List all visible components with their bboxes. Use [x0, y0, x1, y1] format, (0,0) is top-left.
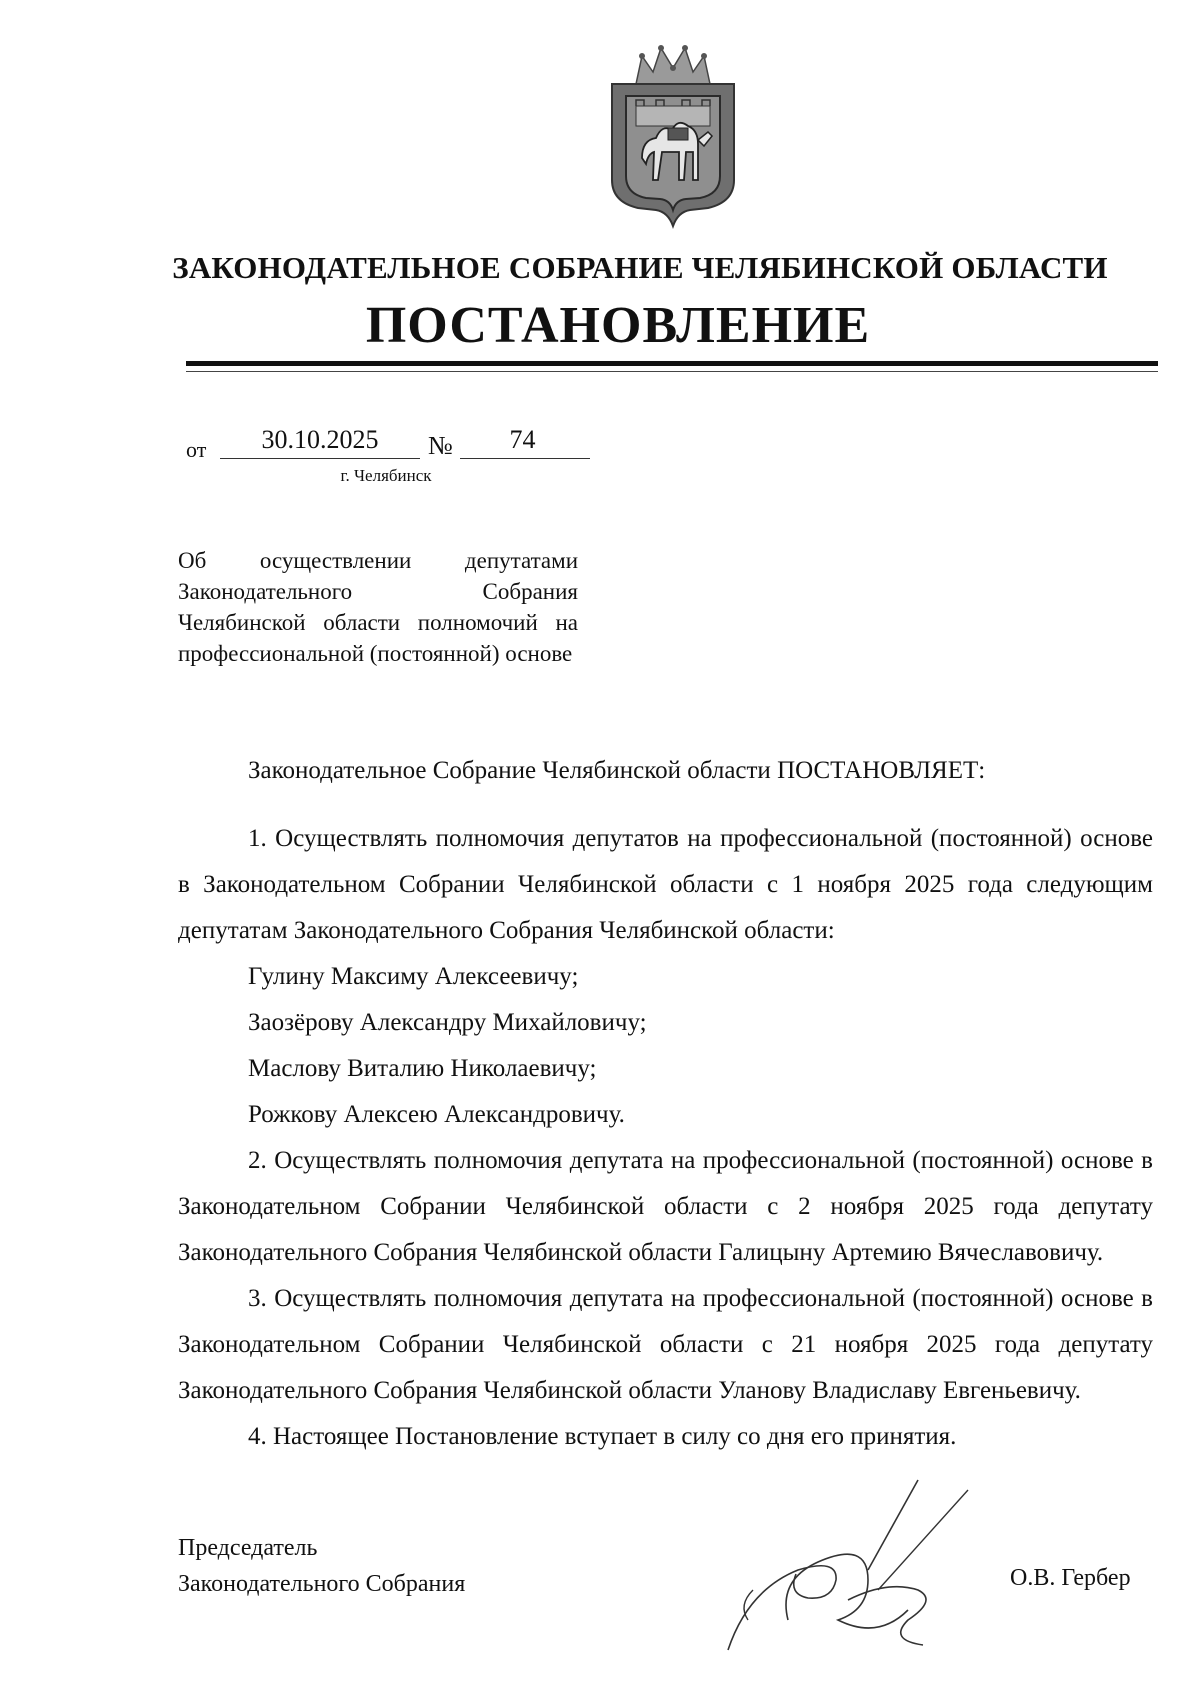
list-item: Заозёрову Александру Михайловичу;: [248, 1009, 647, 1036]
date-underline: [220, 458, 420, 459]
document-type-title: ПОСТАНОВЛЕНИЕ: [365, 297, 871, 354]
item-4: 4. Настоящее Постановление вступает в силу со дня его принятия.: [248, 1423, 957, 1450]
list-item: Маслову Виталию Николаевичу;: [248, 1055, 597, 1082]
number-underline: [460, 458, 590, 459]
item-1: 1. Осуществлять полномочия депутатов на профессиональной (постоянной) основе в Законодательном Собрании Челябинской области с 1 ноября 2025 года следующим депутатам Законодательного Собрания Челябинской области:: [178, 825, 1153, 944]
signatory-title-line2: Законодательного Собрания: [178, 1571, 466, 1597]
header-rule-thick: [186, 361, 1158, 366]
list-item: Гулину Максиму Алексеевичу;: [248, 963, 579, 990]
signatory-title: [178, 1530, 465, 1602]
item-2: 2. Осуществлять полномочия депутата на профессиональной (постоянной) основе в Законодательном Собрании Челябинской области с 2 ноября 2025 года депутату Законодательного Собрания Челябинской области Галицыну Артемию Вячеславовичу.: [178, 1147, 1153, 1266]
document-subject: Об осуществлении депутатами Законодательного Собрания Челябинской области полномочий на профессиональной (постоянной) основе: [178, 548, 578, 666]
document-number: 74: [509, 425, 536, 454]
list-item: Рожкову Алексею Александровичу.: [248, 1101, 625, 1128]
document-meta: [0, 425, 700, 485]
document-city: г. Челябинск: [340, 466, 432, 485]
coat-of-arms-icon: [598, 40, 748, 230]
item-3: 3. Осуществлять полномочия депутата на профессиональной (постоянной) основе в Законодательном Собрании Челябинской области с 21 ноября 2025 года депутату Законодательного Собрания Челябинской области Уланову Владиславу Евгеньевичу.: [178, 1285, 1153, 1404]
signatory-title-line1: Председатель: [178, 1535, 318, 1561]
signatory-name: О.В. Гербер: [1010, 1565, 1131, 1591]
signature-icon: [718, 1470, 988, 1670]
header-rule-thin: [186, 371, 1158, 372]
organization-name: ЗАКОНОДАТЕЛЬНОЕ СОБРАНИЕ ЧЕЛЯБИНСКОЙ ОБЛАСТИ: [172, 250, 1108, 285]
from-label: от: [186, 437, 207, 462]
preamble: Законодательное Собрание Челябинской области ПОСТАНОВЛЯЕТ:: [248, 757, 986, 784]
document-body: [178, 748, 1153, 1460]
number-label: №: [428, 431, 453, 460]
document-date: 30.10.2025: [261, 425, 379, 454]
